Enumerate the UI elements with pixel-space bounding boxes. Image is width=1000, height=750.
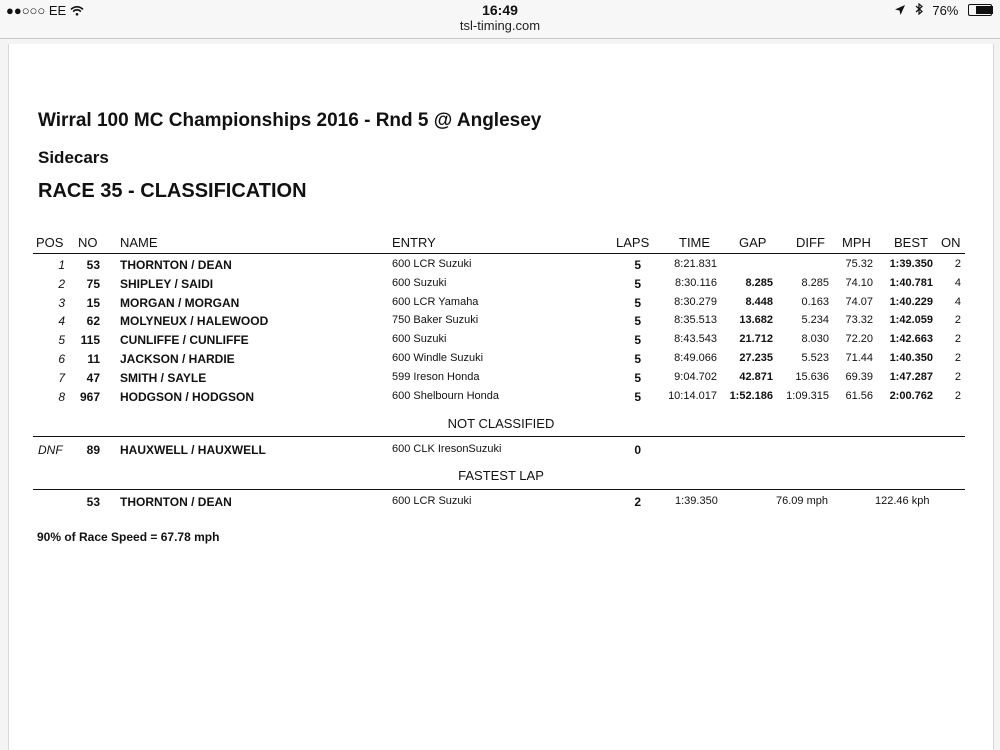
row-gap: 13.682 (739, 314, 773, 327)
race-speed-note: 90% of Race Speed = 67.78 mph (37, 530, 220, 544)
status-right (889, 3, 992, 18)
not-classified-divider (33, 436, 965, 437)
row-no: 53 (86, 258, 100, 272)
race-title: RACE 35 - CLASSIFICATION (38, 180, 307, 202)
table-row (9, 352, 993, 371)
row-entry: 600 Suzuki (392, 276, 447, 289)
row-gap: 42.871 (739, 370, 773, 383)
row-on: 2 (954, 258, 961, 270)
bluetooth-icon (915, 3, 927, 18)
row-mph: 75.32 (845, 258, 873, 270)
row-no: 75 (86, 276, 100, 291)
row-pos: 2 (58, 276, 65, 291)
row-laps: 5 (634, 352, 641, 366)
location-arrow-icon (895, 3, 909, 18)
row-best: 1:42.663 (889, 333, 933, 346)
row-pos: 5 (58, 333, 65, 348)
row-pos: 7 (58, 370, 65, 385)
table-row-dnf (9, 443, 993, 462)
header-time: TIME (679, 235, 711, 250)
battery-icon (968, 4, 992, 16)
row-on: 4 (954, 276, 961, 289)
class-title: Sidecars (38, 148, 109, 167)
row-name: THORNTON / DEAN (120, 258, 232, 272)
carrier-signal: ●●○○○ EE (6, 3, 67, 18)
row-laps: 5 (634, 295, 641, 310)
fastest-lap-row (9, 495, 993, 514)
table-row (9, 333, 993, 352)
row-on: 2 (954, 314, 961, 327)
row-mph: 74.07 (845, 295, 873, 308)
fastest-kph: 122.46 kph (875, 495, 930, 507)
row-diff: 15.636 (795, 370, 829, 383)
row-name: SHIPLEY / SAIDI (120, 276, 214, 291)
row-laps: 5 (634, 370, 641, 385)
fastest-time: 1:39.350 (675, 495, 718, 507)
table-row (9, 371, 993, 390)
row-entry: 600 Windle Suzuki (392, 352, 484, 364)
header-best: BEST (894, 235, 928, 250)
row-name: MOLYNEUX / HALEWOOD (120, 314, 269, 329)
results-page (8, 44, 994, 750)
row-gap: 27.235 (739, 352, 773, 364)
row-best: 1:42.059 (889, 314, 933, 327)
row-laps: 5 (634, 333, 641, 348)
row-name: JACKSON / HARDIE (120, 352, 235, 366)
row-best: 2:00.762 (889, 389, 933, 402)
row-best: 1:47.287 (889, 370, 933, 383)
table-row (9, 258, 993, 277)
row-laps: 0 (634, 443, 641, 457)
row-time: 8:43.543 (674, 333, 717, 346)
fastest-no: 53 (86, 495, 100, 509)
row-pos: 8 (58, 389, 65, 404)
fastest-mph: 76.09 mph (776, 495, 828, 507)
row-pos: 6 (58, 352, 65, 366)
row-time: 8:30.279 (674, 295, 717, 308)
row-entry: 600 CLK IresonSuzuki (392, 443, 502, 455)
row-time: 8:21.831 (674, 258, 717, 270)
row-no: 15 (86, 295, 100, 310)
status-bar (0, 0, 1000, 20)
row-entry: 600 LCR Yamaha (392, 295, 479, 308)
row-pos: 4 (58, 314, 65, 329)
url-bar[interactable]: tsl-timing.com (0, 18, 1000, 38)
row-entry: 750 Baker Suzuki (392, 314, 479, 327)
row-no: 11 (87, 352, 100, 366)
row-no: 967 (79, 389, 100, 404)
row-time: 8:30.116 (674, 276, 717, 289)
toolbar-divider (0, 38, 1000, 39)
row-name: MORGAN / MORGAN (120, 295, 240, 310)
row-time: 9:04.702 (674, 370, 717, 383)
row-diff: 5.234 (801, 314, 829, 327)
header-divider (33, 253, 965, 254)
row-mph: 71.44 (845, 352, 873, 364)
fastest-lap-number: 2 (634, 495, 641, 509)
row-name: CUNLIFFE / CUNLIFFE (120, 333, 249, 348)
fastest-name: THORNTON / DEAN (120, 495, 232, 509)
row-no: 89 (86, 443, 100, 457)
row-best: 1:40.229 (889, 295, 933, 308)
row-pos: DNF (38, 443, 63, 457)
battery-percent: 76% (932, 3, 959, 18)
row-diff: 8.285 (801, 276, 829, 289)
fastest-lap-divider (33, 489, 965, 490)
header-pos: POS (36, 235, 64, 250)
row-mph: 73.32 (845, 314, 873, 327)
row-laps: 5 (634, 389, 641, 404)
table-row (9, 296, 993, 315)
row-best: 1:39.350 (889, 258, 933, 270)
row-on: 2 (954, 333, 961, 346)
row-mph: 74.10 (845, 276, 873, 289)
row-on: 4 (954, 295, 961, 308)
row-no: 47 (86, 370, 100, 385)
event-title: Wirral 100 MC Championships 2016 - Rnd 5 @ Anglesey (38, 110, 542, 131)
header-mph: MPH (842, 235, 871, 250)
row-mph: 61.56 (845, 389, 873, 402)
table-row (9, 390, 993, 409)
row-gap: 8.448 (745, 295, 773, 308)
row-gap: 21.712 (739, 333, 773, 346)
row-no: 115 (80, 333, 100, 348)
header-on: ON (941, 235, 961, 250)
row-diff: 0.163 (801, 295, 829, 308)
row-pos: 3 (58, 295, 65, 310)
row-gap: 8.285 (745, 276, 773, 289)
header-gap: GAP (739, 235, 767, 250)
row-gap: 1:52.186 (729, 389, 773, 402)
row-name: HAUXWELL / HAUXWELL (120, 443, 266, 457)
row-mph: 69.39 (845, 370, 873, 383)
clock: 16:49 (482, 2, 518, 18)
row-time: 8:49.066 (674, 352, 717, 364)
row-name: SMITH / SAYLE (120, 370, 207, 385)
row-on: 2 (954, 389, 961, 402)
fastest-entry: 600 LCR Suzuki (392, 495, 472, 507)
row-mph: 72.20 (845, 333, 873, 346)
row-no: 62 (86, 314, 100, 329)
fastest-lap-title: FASTEST LAP (458, 468, 544, 483)
table-row (9, 277, 993, 296)
row-time: 8:35.513 (674, 314, 717, 327)
battery-fill (976, 6, 993, 14)
row-entry: 599 Ireson Honda (392, 370, 480, 383)
header-entry: ENTRY (392, 235, 436, 250)
row-name: HODGSON / HODGSON (120, 389, 255, 404)
table-header (9, 235, 993, 254)
header-laps: LAPS (616, 235, 650, 250)
row-diff: 8.030 (801, 333, 829, 346)
row-pos: 1 (58, 258, 65, 272)
row-best: 1:40.350 (889, 352, 933, 364)
header-diff: DIFF (796, 235, 825, 250)
row-laps: 5 (634, 314, 641, 329)
table-row (9, 314, 993, 333)
row-entry: 600 LCR Suzuki (392, 258, 472, 270)
row-best: 1:40.781 (889, 276, 933, 289)
row-laps: 5 (634, 258, 641, 272)
row-diff: 5.523 (801, 352, 829, 364)
header-no: NO (78, 235, 98, 250)
row-laps: 5 (634, 276, 641, 291)
row-diff: 1:09.315 (786, 389, 829, 402)
header-name: NAME (120, 235, 158, 250)
row-entry: 600 Suzuki (392, 333, 447, 346)
row-entry: 600 Shelbourn Honda (392, 389, 500, 402)
row-on: 2 (954, 352, 961, 364)
row-time: 10:14.017 (668, 389, 717, 402)
row-on: 2 (954, 370, 961, 383)
not-classified-title: NOT CLASSIFIED (447, 416, 555, 431)
